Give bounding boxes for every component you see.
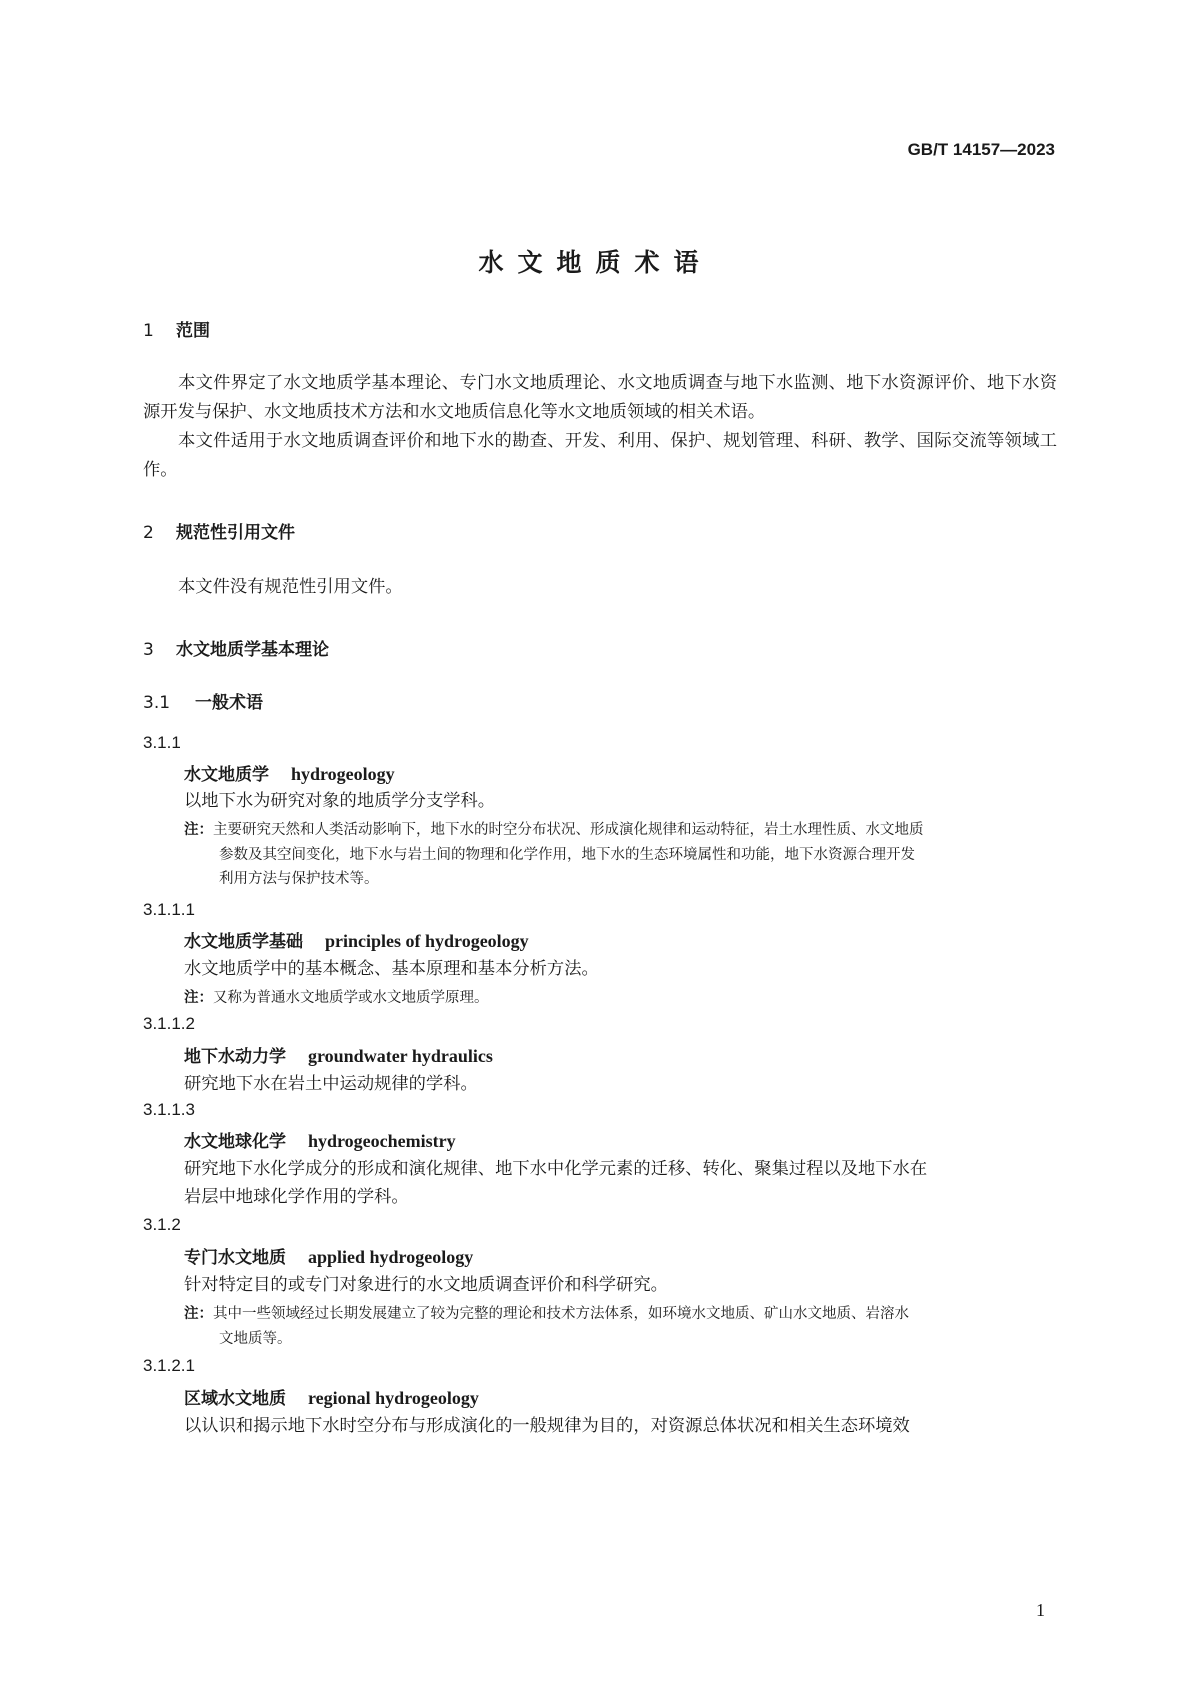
note-label: 注： [184, 990, 213, 1006]
note-label: 注： [184, 1306, 213, 1322]
definition-line: 岩层中地球化学作用的学科。 [184, 1187, 409, 1207]
scope-paragraph-2: 本文件适用于水文地质调查评价和地下水的勘查、开发、利用、保护、规划管理、科研、教学、国际交流等领域工作。 [143, 431, 1057, 480]
note-text: 其中一些领域经过长期发展建立了较为完整的理论和技术方法体系，如环境水文地质、矿山水文地质、岩溶水 [213, 1306, 909, 1322]
note-text: 参数及其空间变化，地下水与岩土间的物理和化学作用，地下水的生态环境属性和功能，地下水资源合理开发 [219, 846, 915, 863]
term-zh: 水文地球化学 [184, 1132, 286, 1152]
term-en: hydrogeochemistry [308, 1131, 456, 1151]
term-en: hydrogeology [291, 764, 395, 784]
term-en: groundwater hydraulics [308, 1046, 493, 1066]
normative-references-paragraph: 本文件没有规范性引用文件。 [178, 577, 403, 597]
page-number: 1 [1036, 1600, 1045, 1620]
note-text: 又称为普通水文地质学或水文地质学原理。 [213, 990, 489, 1006]
note-text: 利用方法与保护技术等。 [219, 871, 379, 887]
term-note [184, 986, 1057, 1011]
term-zh: 专门水文地质 [184, 1248, 286, 1268]
term-note [184, 1302, 1057, 1351]
scope-body [143, 369, 1057, 485]
term-zh: 水文地质学 [184, 765, 269, 785]
term-zh: 地下水动力学 [184, 1047, 286, 1067]
term-note [184, 818, 1057, 892]
term-definition [184, 1155, 1057, 1211]
term-zh: 水文地质学基础 [184, 932, 303, 952]
term-definition: 以地下水为研究对象的地质学分支学科。 [184, 791, 496, 811]
section-title: 一般术语 [195, 693, 263, 713]
definition-line: 研究地下水化学成分的形成和演化规律、地下水中化学元素的迁移、转化、聚集过程以及地下水在 [184, 1159, 928, 1179]
note-text: 文地质等。 [219, 1330, 292, 1347]
term-definition: 以认识和揭示地下水时空分布与形成演化的一般规律为目的，对资源总体状况和相关生态环境效 [184, 1416, 910, 1436]
section-number: 2 [143, 523, 154, 543]
note-label: 注： [184, 822, 213, 838]
term-heading [184, 1384, 479, 1409]
document-title: 水文地质术语 [478, 248, 713, 277]
term-definition: 研究地下水在岩土中运动规律的学科。 [184, 1074, 478, 1094]
section-number: 3 [143, 640, 154, 660]
section-heading-basic-theory [143, 635, 329, 660]
term-heading [184, 1243, 473, 1268]
section-title: 范围 [176, 321, 210, 341]
term-number: 3.1.1 [143, 733, 181, 752]
subsection-heading-general-terms [143, 688, 263, 713]
section-number: 1 [143, 321, 154, 341]
term-heading [184, 760, 395, 785]
term-definition: 针对特定目的或专门对象进行的水文地质调查评价和科学研究。 [184, 1275, 668, 1295]
term-en: principles of hydrogeology [325, 931, 529, 951]
term-zh: 区域水文地质 [184, 1389, 286, 1409]
term-number: 3.1.1.3 [143, 1100, 195, 1119]
term-number: 3.1.2.1 [143, 1356, 195, 1375]
section-heading-scope [143, 316, 210, 341]
term-number: 3.1.1.1 [143, 900, 195, 919]
section-number: 3.1 [143, 693, 171, 713]
term-heading [184, 1042, 493, 1067]
section-title: 规范性引用文件 [176, 523, 295, 543]
term-number: 3.1.1.2 [143, 1014, 195, 1033]
note-text: 主要研究天然和人类活动影响下，地下水的时空分布状况、形成演化规律和运动特征，岩土水理性质、水文地质 [213, 822, 924, 838]
term-en: applied hydrogeology [308, 1247, 474, 1267]
section-title: 水文地质学基本理论 [176, 640, 329, 660]
term-heading [184, 1127, 456, 1152]
term-number: 3.1.2 [143, 1215, 181, 1234]
term-en: regional hydrogeology [308, 1388, 479, 1408]
term-heading [184, 927, 529, 952]
section-heading-normative-references [143, 518, 295, 543]
scope-paragraph-1: 本文件界定了水文地质学基本理论、专门水文地质理论、水文地质调查与地下水监测、地下水资源评价、地下水资源开发与保护、水文地质技术方法和水文地质信息化等水文地质领域的相关术语。 [143, 373, 1057, 422]
term-definition: 水文地质学中的基本概念、基本原理和基本分析方法。 [184, 959, 599, 979]
normative-references-body [143, 573, 1057, 602]
standard-code: GB/T 14157—2023 [907, 140, 1055, 159]
